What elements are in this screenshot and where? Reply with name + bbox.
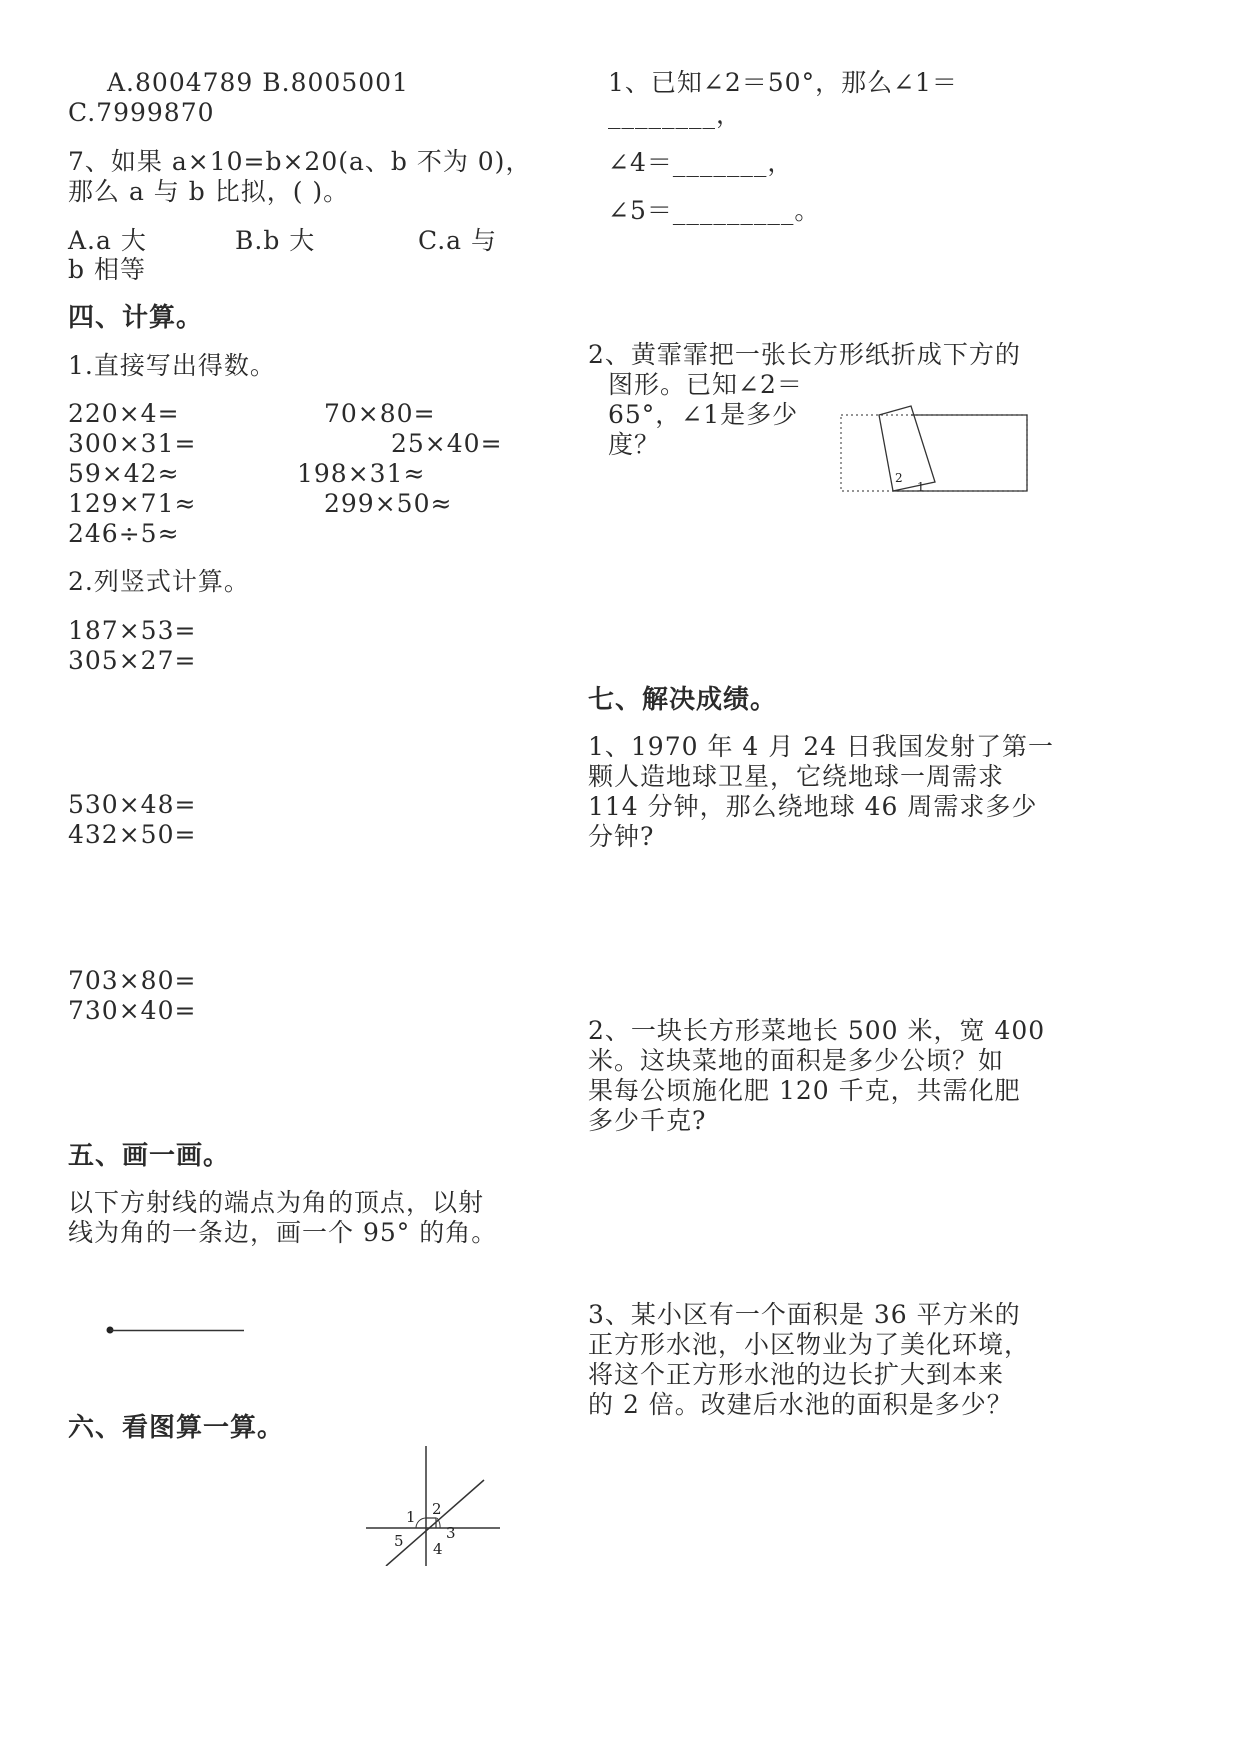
problem2-line: 米。这块菜地的面积是多少公顷？如 <box>588 1046 1005 1075</box>
geo-q2-line2: 图形。已知∠2＝ <box>608 370 803 399</box>
q6-options-line2: C.7999870 <box>68 98 215 127</box>
intersecting-lines-figure <box>360 1442 510 1566</box>
angle-label-2: 2 <box>432 1500 442 1518</box>
problem1-line: 114 分钟，那么绕地球 46 周需求多少 <box>588 792 1038 821</box>
section6-title: 六、看图算一算。 <box>68 1413 285 1443</box>
ray-figure <box>100 1318 250 1342</box>
problem3-line: 的 2 倍。改建后水池的面积是多少？ <box>588 1390 1013 1419</box>
q7-option-b: B.b 大 <box>235 226 316 255</box>
section5-title: 五、画一画。 <box>68 1141 231 1171</box>
vertical-calc-item: 432×50= <box>68 820 197 849</box>
q7-line1: 7、如果 a×10=b×20(a、b 不为 0)， <box>68 147 532 176</box>
fold-angle-label-1: 1 <box>917 480 925 494</box>
problem2-line: 多少千克? <box>588 1106 707 1135</box>
geo-q1-line3: ∠4＝_______， <box>608 148 794 177</box>
calc2-title: 2.列竖式计算。 <box>68 567 250 596</box>
problem1-line: 颗人造地球卫星，它绕地球一周需求 <box>588 762 1005 791</box>
q7-option-c-cont: b 相等 <box>68 255 146 284</box>
vertical-calc-item: 187×53= <box>68 616 197 645</box>
folded-paper-figure <box>835 398 1035 498</box>
vertical-calc-item: 305×27= <box>68 646 197 675</box>
angle1-arc <box>416 1518 426 1528</box>
geo-q2-line4: 度？ <box>608 430 661 459</box>
q6-options-line1: A.8004789 B.8005001 <box>107 68 409 97</box>
oral-calc-item: 246÷5≈ <box>68 519 180 548</box>
geo-q1-line4: ∠5＝_________。 <box>608 196 821 225</box>
geo-q2-line1: 2、黄霏霏把一张长方形纸折成下方的 <box>588 340 1021 369</box>
paper-edge <box>911 415 1027 491</box>
problem3-line: 正方形水池，小区物业为了美化环境， <box>588 1330 1031 1359</box>
q7-line2: 那么 a 与 b 比拟，( )。 <box>68 177 350 206</box>
oral-calc-item: 198×31≈ <box>297 459 426 488</box>
geo-q1-line1: 1、已知∠2＝50°，那么∠1＝ <box>608 68 958 97</box>
problem2-line: 果每公顷施化肥 120 千克，共需化肥 <box>588 1076 1021 1105</box>
problem3-line: 将这个正方形水池的边长扩大到本来 <box>588 1360 1005 1389</box>
vertical-calc-item: 530×48= <box>68 790 197 819</box>
angle-label-1: 1 <box>406 1508 416 1526</box>
problem1-line: 分钟? <box>588 822 655 851</box>
q7-option-c: C.a 与 <box>418 226 498 255</box>
problem3-line: 3、某小区有一个面积是 36 平方米的 <box>588 1300 1021 1329</box>
oral-calc-item: 299×50≈ <box>324 489 453 518</box>
geo-q1-line2: ________， <box>608 100 743 129</box>
q7-option-a: A.a 大 <box>68 226 147 255</box>
section7-title: 七、解决成绩。 <box>588 685 778 715</box>
draw-instruction-line2: 线为角的一条边，画一个 95° 的角。 <box>68 1218 498 1247</box>
fold-angle-label-2: 2 <box>895 471 903 485</box>
oral-calc-item: 25×40= <box>391 429 503 458</box>
calc1-title: 1.直接写出得数。 <box>68 351 276 380</box>
oral-calc-item: 220×4= <box>68 399 180 428</box>
vertical-calc-item: 703×80= <box>68 966 197 995</box>
problem1-line: 1、1970 年 4 月 24 日我国发射了第一 <box>588 732 1054 761</box>
folded-flap <box>879 406 935 491</box>
problem2-line: 2、一块长方形菜地长 500 米，宽 400 <box>588 1016 1046 1045</box>
geo-q2-line3: 65°，∠1是多少 <box>608 400 799 429</box>
angle-label-3: 3 <box>446 1524 456 1542</box>
angle-label-5: 5 <box>394 1532 404 1550</box>
oral-calc-item: 300×31= <box>68 429 197 458</box>
vertical-calc-item: 730×40= <box>68 996 197 1025</box>
oral-calc-item: 129×71≈ <box>68 489 197 518</box>
draw-instruction-line1: 以下方射线的端点为角的顶点，以射 <box>68 1188 485 1217</box>
angle-label-4: 4 <box>433 1540 443 1558</box>
section4-title: 四、计算。 <box>68 303 204 333</box>
oral-calc-item: 70×80= <box>324 399 436 428</box>
oral-calc-item: 59×42≈ <box>68 459 180 488</box>
